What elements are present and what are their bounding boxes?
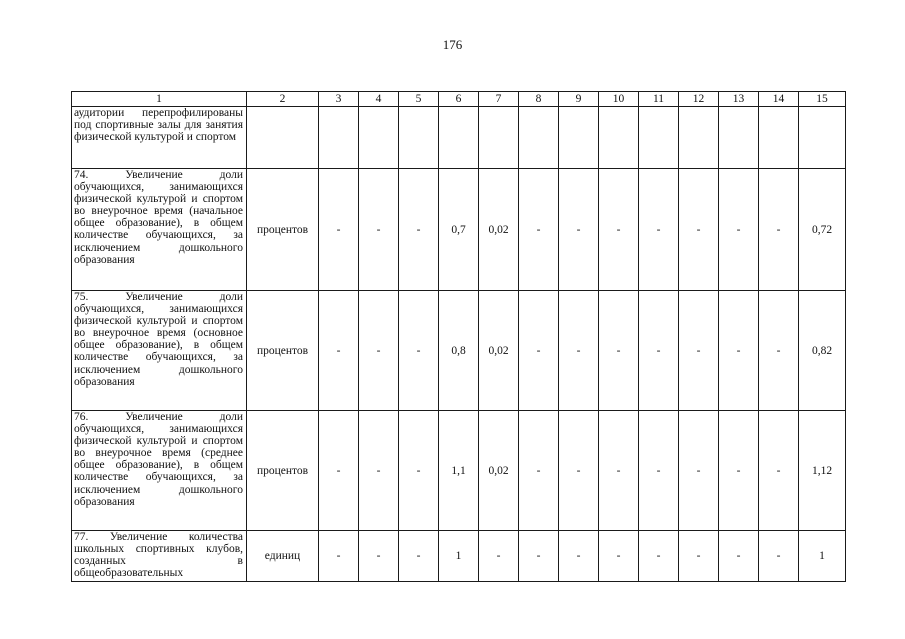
table-cell: - [719,531,759,582]
table-cell [399,107,439,169]
column-header: 6 [439,92,479,107]
table-cell: - [319,531,359,582]
total-cell: 0,72 [799,169,846,291]
table-cell: - [399,411,439,531]
column-header: 14 [759,92,799,107]
table-row [72,411,846,531]
table-cell: - [759,291,799,411]
column-header: 4 [359,92,399,107]
table-cell: - [359,169,399,291]
table-cell: 0,02 [479,291,519,411]
table-cell: - [639,531,679,582]
table-cell [559,107,599,169]
column-header: 9 [559,92,599,107]
indicator-name-cell: 77. Увеличение количества школьных спортивных клубов, созданных в общеобразовательных [72,531,247,582]
table-cell: - [639,291,679,411]
table-cell: - [639,411,679,531]
table-cell: 1 [439,531,479,582]
table-row [72,107,846,169]
table-row [72,531,846,582]
table-cell [759,107,799,169]
table-header-row [72,92,846,107]
table-cell: - [679,169,719,291]
table-row [72,169,846,291]
table-cell: - [519,411,559,531]
column-header: 12 [679,92,719,107]
table-cell: - [639,169,679,291]
table-cell: - [679,411,719,531]
table-cell [359,107,399,169]
table-cell: 0,7 [439,169,479,291]
table-cell: - [599,169,639,291]
table-cell: - [679,531,719,582]
table-cell: - [519,291,559,411]
unit-cell: процентов [247,291,319,411]
table-cell: - [359,411,399,531]
table-cell: 1,1 [439,411,479,531]
table-cell: - [399,291,439,411]
unit-cell: единиц [247,531,319,582]
table-cell [247,107,319,169]
column-header: 7 [479,92,519,107]
column-header: 10 [599,92,639,107]
table-cell: - [679,291,719,411]
unit-cell: процентов [247,169,319,291]
table-cell: - [399,169,439,291]
table-cell [319,107,359,169]
total-cell: 1 [799,531,846,582]
page-number: 176 [442,37,463,52]
table-cell: - [599,531,639,582]
table-cell: - [359,531,399,582]
table-cell: - [719,169,759,291]
table-cell: - [319,169,359,291]
indicators-table [71,91,846,582]
table-cell: 0,8 [439,291,479,411]
table-cell: - [559,291,599,411]
table-cell [719,107,759,169]
table-cell [799,107,846,169]
table-cell: - [319,291,359,411]
table-cell: - [519,169,559,291]
table-cell [479,107,519,169]
table-cell: - [359,291,399,411]
column-header: 2 [247,92,319,107]
table-cell: - [519,531,559,582]
indicator-name-cell: 74. Увеличение доли обучающихся, занимающихся физической культурой и спортом во внеурочное время (начальное общее образование), в общем количестве обучающихся, за исключением дошкольного образования [72,169,247,291]
indicator-name-cell: 75. Увеличение доли обучающихся, занимающихся физической культурой и спортом во внеурочное время (основное общее образование), в общем количестве обучающихся, за исключением дошкольного образования [72,291,247,411]
column-header: 8 [519,92,559,107]
table-cell: - [759,169,799,291]
indicator-name-cell: 76. Увеличение доли обучающихся, занимающихся физической культурой и спортом во внеурочное время (среднее общее образование), в общем количестве обучающихся, за исключением дошкольного образования [72,411,247,531]
table-cell: - [399,531,439,582]
table-cell [519,107,559,169]
column-header: 3 [319,92,359,107]
table-cell [599,107,639,169]
table-cell: - [559,531,599,582]
unit-cell: процентов [247,411,319,531]
table-cell [639,107,679,169]
total-cell: 0,82 [799,291,846,411]
table-cell: - [599,291,639,411]
table-cell: 0,02 [479,411,519,531]
column-header: 11 [639,92,679,107]
table-cell: - [559,411,599,531]
column-header: 1 [72,92,247,107]
table-row [72,291,846,411]
table-cell: - [759,531,799,582]
column-header: 13 [719,92,759,107]
column-header: 5 [399,92,439,107]
table-cell [439,107,479,169]
indicator-name-cell: аудитории перепрофилированы под спортивные залы для занятия физической культурой и спортом [72,107,247,169]
table-cell: - [559,169,599,291]
table-cell: - [719,291,759,411]
table-cell: 0,02 [479,169,519,291]
table-cell: - [479,531,519,582]
table-cell: - [319,411,359,531]
column-header: 15 [799,92,846,107]
total-cell: 1,12 [799,411,846,531]
table-cell: - [759,411,799,531]
table-cell: - [719,411,759,531]
table-cell [679,107,719,169]
table-cell: - [599,411,639,531]
